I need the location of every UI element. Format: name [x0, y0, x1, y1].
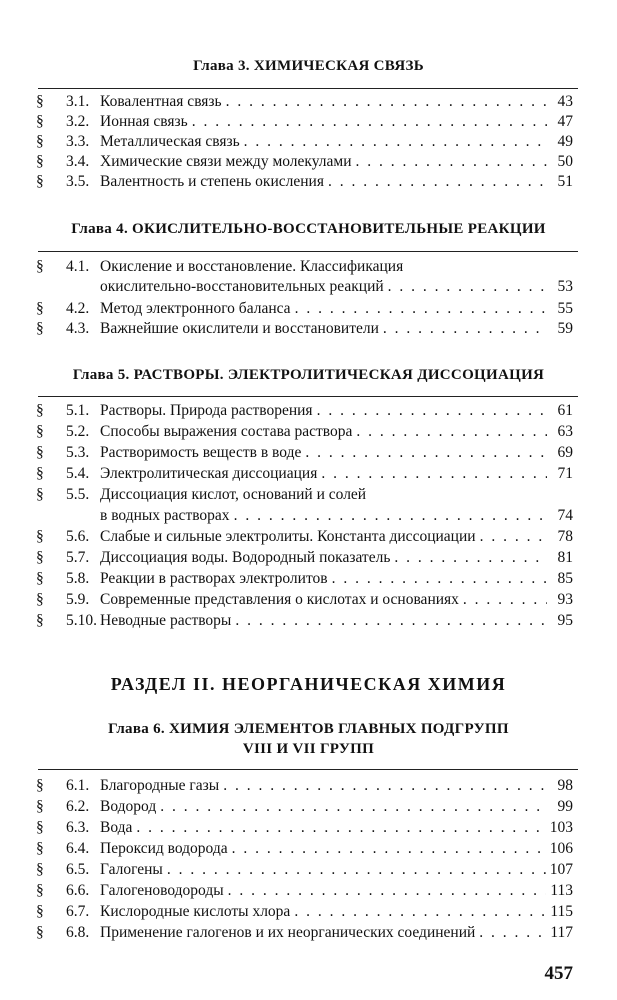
entry-number: 6.5.	[66, 861, 90, 878]
entry-page: 71	[557, 465, 573, 482]
entry-title: Важнейшие окислители и восстановители	[100, 320, 379, 337]
chapter-6-title-line2: VIII И VII ГРУПП	[242, 741, 375, 757]
paragraph-mark: §	[36, 486, 44, 503]
dot-leader	[234, 506, 547, 526]
entry-number: 4.2.	[66, 300, 90, 317]
dot-leader	[167, 860, 546, 880]
entry-title: окислительно-восстановительных реакций	[100, 278, 384, 295]
dot-leader	[356, 152, 547, 172]
dot-leader	[388, 277, 547, 297]
entry-title: Благородные газы	[100, 777, 220, 794]
toc-entry-4-1[interactable]	[0, 257, 617, 297]
toc-entry-5-5[interactable]	[0, 485, 617, 525]
entry-title: Кислородные кислоты хлора	[100, 903, 291, 920]
paragraph-mark: §	[36, 173, 44, 190]
paragraph-mark: §	[36, 777, 44, 794]
dot-leader	[192, 112, 547, 132]
entry-title: Химические связи между молекулами	[100, 153, 352, 170]
entry-number: 6.1.	[66, 777, 90, 794]
entry-number: 5.4.	[66, 465, 90, 482]
chapter-4-title: Глава 4. ОКИСЛИТЕЛЬНО-ВОССТАНОВИТЕЛЬНЫЕ РЕАКЦИИ	[71, 221, 546, 237]
entry-page: 107	[549, 861, 573, 878]
entry-number: 4.1.	[66, 258, 90, 275]
entry-number: 6.2.	[66, 798, 90, 815]
entry-number: 5.9.	[66, 591, 90, 608]
entry-page: 113	[550, 882, 573, 899]
chapter-5-title: Глава 5. РАСТВОРЫ. ЭЛЕКТРОЛИТИЧЕСКАЯ ДИССОЦИАЦИЯ	[72, 367, 545, 383]
entry-page: 49	[557, 133, 573, 150]
entry-number: 5.3.	[66, 444, 90, 461]
section-title: РАЗДЕЛ II. НЕОРГАНИЧЕСКАЯ ХИМИЯ	[110, 674, 507, 694]
entry-page: 47	[557, 113, 573, 130]
paragraph-mark: §	[36, 93, 44, 110]
dot-leader	[356, 422, 547, 442]
dot-leader	[305, 443, 547, 463]
entry-page: 50	[557, 153, 573, 170]
dot-leader	[295, 299, 547, 319]
entry-page: 115	[550, 903, 573, 920]
entry-title: Реакции в растворах электролитов	[100, 570, 328, 587]
entry-page: 78	[557, 528, 573, 545]
entry-number: 5.5.	[66, 486, 90, 503]
entry-title: Современные представления о кислотах и основаниях	[100, 591, 459, 608]
dot-leader	[226, 92, 547, 112]
entry-title: Пероксид водорода	[100, 840, 228, 857]
entry-page: 99	[557, 798, 573, 815]
dot-leader	[294, 902, 546, 922]
dot-leader	[480, 527, 547, 547]
paragraph-mark: §	[36, 924, 44, 941]
entry-number: 3.2.	[66, 113, 90, 130]
entry-page: 61	[557, 402, 573, 419]
entry-number: 5.7.	[66, 549, 90, 566]
chapter-6-rule	[38, 769, 578, 770]
paragraph-mark: §	[36, 320, 44, 337]
paragraph-mark: §	[36, 612, 44, 629]
entry-page: 74	[557, 507, 573, 524]
entry-page: 51	[557, 173, 573, 190]
entry-page: 95	[557, 612, 573, 629]
dot-leader	[235, 611, 547, 631]
entry-page: 117	[550, 924, 573, 941]
dot-leader	[383, 319, 547, 339]
entry-title: Диссоциация воды. Водородный показатель	[100, 549, 391, 566]
entry-title: Растворимость веществ в воде	[100, 444, 302, 461]
entry-title: в водных растворах	[100, 507, 230, 524]
dot-leader	[160, 797, 547, 817]
entry-title: Метод электронного баланса	[100, 300, 291, 317]
entry-number: 5.10.	[66, 612, 97, 629]
paragraph-mark: §	[36, 300, 44, 317]
entry-number: 5.1.	[66, 402, 90, 419]
entry-number: 5.8.	[66, 570, 90, 587]
dot-leader	[463, 590, 547, 610]
entry-number: 6.4.	[66, 840, 90, 857]
paragraph-mark: §	[36, 882, 44, 899]
entry-number: 6.6.	[66, 882, 90, 899]
entry-number: 5.2.	[66, 423, 90, 440]
entry-page: 106	[549, 840, 573, 857]
paragraph-mark: §	[36, 402, 44, 419]
paragraph-mark: §	[36, 570, 44, 587]
paragraph-mark: §	[36, 423, 44, 440]
dot-leader	[394, 548, 547, 568]
entry-title: Слабые и сильные электролиты. Константа диссоциации	[100, 528, 476, 545]
paragraph-mark: §	[36, 840, 44, 857]
entry-title: Ковалентная связь	[100, 93, 222, 110]
paragraph-mark: §	[36, 528, 44, 545]
paragraph-mark: §	[36, 465, 44, 482]
paragraph-mark: §	[36, 133, 44, 150]
paragraph-mark: §	[36, 258, 44, 275]
paragraph-mark: §	[36, 798, 44, 815]
chapter-3-title: Глава 3. ХИМИЧЕСКАЯ СВЯЗЬ	[193, 58, 424, 74]
chapter-5-rule	[38, 396, 578, 397]
entry-title-line1: Окисление и восстановление. Классификация	[100, 258, 404, 275]
entry-page: 63	[557, 423, 573, 440]
entry-title: Применение галогенов и их неорганических соединений	[100, 924, 476, 941]
entry-title: Ионная связь	[100, 113, 188, 130]
entry-title: Вода	[100, 819, 133, 836]
dot-leader	[321, 464, 547, 484]
entry-page: 59	[557, 320, 573, 337]
dot-leader	[317, 401, 547, 421]
entry-page: 93	[557, 591, 573, 608]
page-number: 457	[544, 963, 573, 984]
paragraph-mark: §	[36, 903, 44, 920]
entry-number: 3.5.	[66, 173, 90, 190]
entry-number: 6.8.	[66, 924, 90, 941]
dot-leader	[479, 923, 546, 943]
paragraph-mark: §	[36, 113, 44, 130]
chapter-3-rule	[38, 88, 578, 89]
entry-title: Галогеноводороды	[100, 882, 224, 899]
paragraph-mark: §	[36, 549, 44, 566]
dot-leader	[136, 818, 545, 838]
entry-page: 69	[557, 444, 573, 461]
entry-page: 98	[557, 777, 573, 794]
entry-number: 4.3.	[66, 320, 90, 337]
dot-leader	[232, 839, 546, 859]
entry-title: Способы выражения состава раствора	[100, 423, 353, 440]
entry-title: Водород	[100, 798, 157, 815]
entry-title: Неводные растворы	[100, 612, 232, 629]
entry-number: 6.7.	[66, 903, 90, 920]
paragraph-mark: §	[36, 861, 44, 878]
entry-number: 3.1.	[66, 93, 90, 110]
entry-page: 43	[557, 93, 573, 110]
paragraph-mark: §	[36, 444, 44, 461]
dot-leader	[244, 132, 547, 152]
paragraph-mark: §	[36, 591, 44, 608]
paragraph-mark: §	[36, 153, 44, 170]
entry-title: Растворы. Природа растворения	[100, 402, 313, 419]
dot-leader	[332, 569, 547, 589]
chapter-6-title: Глава 6. ХИМИЯ ЭЛЕМЕНТОВ ГЛАВНЫХ ПОДГРУПП	[108, 721, 509, 737]
entry-title: Металлическая связь	[100, 133, 240, 150]
entry-number: 6.3.	[66, 819, 90, 836]
entry-page: 85	[557, 570, 573, 587]
entry-page: 53	[557, 278, 573, 295]
entry-page: 55	[557, 300, 573, 317]
entry-title-line1: Диссоциация кислот, оснований и солей	[100, 486, 367, 503]
entry-page: 103	[549, 819, 573, 836]
entry-title: Валентность и степень окисления	[100, 173, 324, 190]
entry-number: 3.4.	[66, 153, 90, 170]
entry-page: 81	[557, 549, 573, 566]
chapter-4-rule	[38, 251, 578, 252]
entry-title: Галогены	[100, 861, 163, 878]
paragraph-mark: §	[36, 819, 44, 836]
entry-number: 5.6.	[66, 528, 90, 545]
dot-leader	[328, 172, 547, 192]
dot-leader	[223, 776, 547, 796]
entry-number: 3.3.	[66, 133, 90, 150]
entry-title: Электролитическая диссоциация	[100, 465, 318, 482]
dot-leader	[228, 881, 547, 901]
